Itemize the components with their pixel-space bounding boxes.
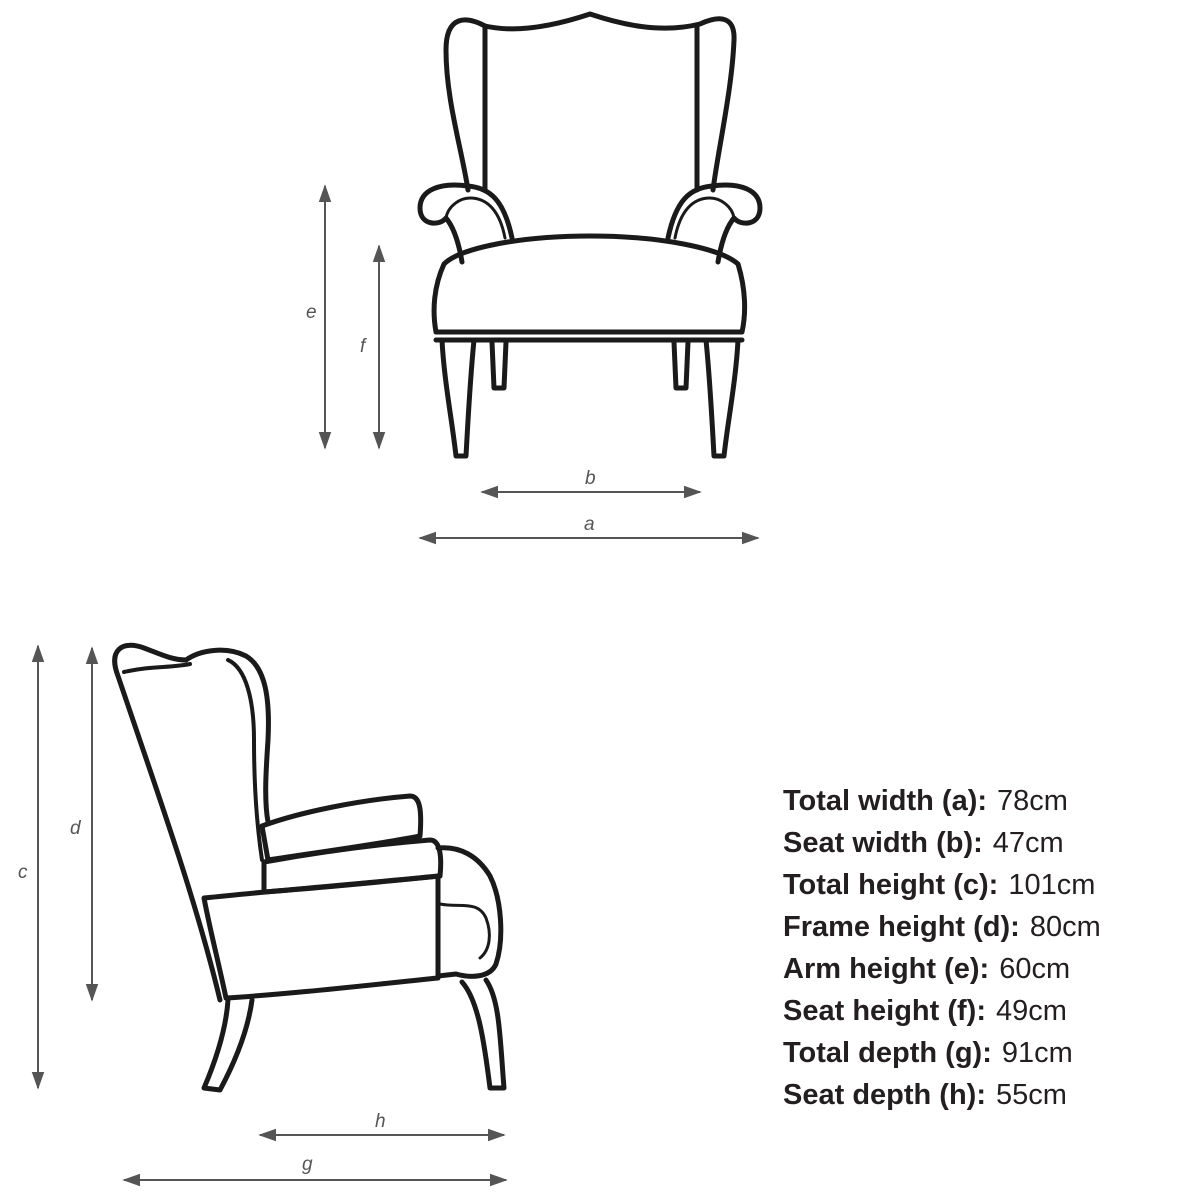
dimension-label-e: e [306,302,317,323]
spec-label: Arm height (e): [783,953,990,985]
spec-label: Total width (a): [783,785,988,817]
dimension-label-h: h [375,1111,386,1132]
spec-frame-height [783,906,1183,948]
spec-arm-height [783,948,1183,990]
side-chair-arm-front [438,848,501,977]
spec-label: Total height (c): [783,869,999,901]
spec-total-depth [783,1032,1183,1074]
spec-value: 91cm [1001,1037,1073,1069]
spec-total-height [783,864,1183,906]
front-chair-leg-right [706,340,738,456]
spec-value: 49cm [996,995,1067,1027]
side-chair-leg-front [462,980,504,1088]
front-view-chair [420,14,760,456]
dimension-label-f: f [360,336,366,357]
spec-label: Frame height (d): [783,911,1020,943]
dimension-spec-list [783,780,1183,1116]
front-chair-rear-leg-left [492,342,506,388]
spec-seat-depth [783,1074,1183,1116]
spec-seat-width [783,822,1183,864]
front-chair-leg-left [442,340,474,456]
spec-total-width [783,780,1183,822]
dimension-label-c: c [18,862,28,883]
dimension-label-b: b [585,468,596,489]
spec-value: 55cm [996,1079,1067,1111]
side-view-chair [115,645,504,1090]
front-chair-seat-cushion [434,236,745,332]
spec-label: Seat width (b): [783,827,983,859]
spec-label: Seat height (f): [783,995,986,1027]
spec-value: 101cm [1008,869,1096,901]
front-chair-rear-leg-right [674,342,688,388]
side-chair-leg-rear [204,1000,252,1090]
spec-value: 47cm [992,827,1064,859]
side-chair-seat-body [204,876,438,998]
dimension-label-a: a [584,514,595,535]
spec-value: 78cm [997,785,1068,817]
spec-value: 60cm [999,953,1071,985]
dimension-label-g: g [302,1154,313,1175]
spec-label: Seat depth (h): [783,1079,986,1111]
spec-seat-height [783,990,1183,1032]
spec-label: Total depth (g): [783,1037,992,1069]
front-chair-back [446,14,734,190]
side-chair-back [115,645,269,1000]
dimension-label-d: d [70,818,81,839]
spec-value: 80cm [1029,911,1101,943]
